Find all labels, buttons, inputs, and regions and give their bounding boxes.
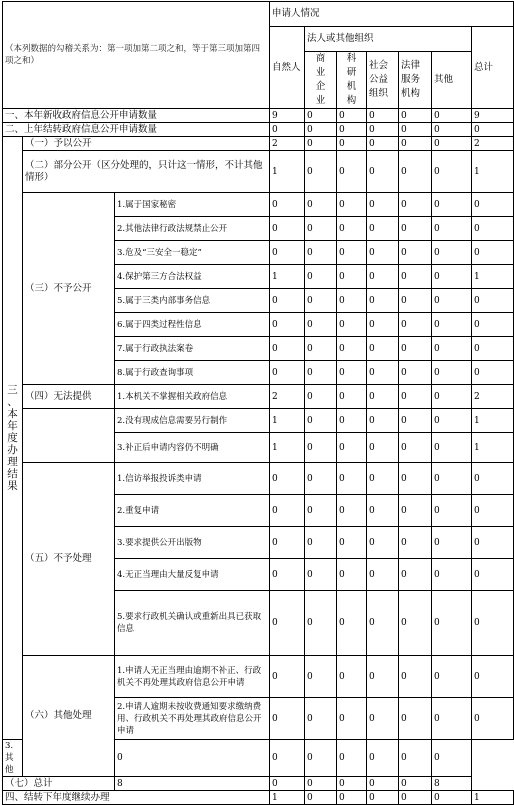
row-label: （一）予以公开 — [23, 137, 270, 151]
cell-value: 0 — [337, 337, 367, 361]
cell-value: 0 — [472, 361, 514, 385]
cell-value: 0 — [270, 193, 305, 217]
cell-value: 0 — [337, 463, 367, 495]
row-label: 3.危及“三安全一稳定” — [115, 241, 270, 265]
other-processing-label: （六）其他处理 — [23, 656, 115, 777]
cell-value: 0 — [337, 433, 367, 463]
cell-value: 0 — [472, 241, 514, 265]
cell-value: 0 — [305, 123, 337, 137]
cell-value: 0 — [367, 151, 399, 193]
cell-value: 0 — [337, 313, 367, 337]
cell-value: 0 — [367, 241, 399, 265]
cell-value: 0 — [337, 109, 367, 123]
cell-value: 0 — [399, 591, 432, 656]
cell-value: 1 — [270, 409, 305, 433]
cell-value: 0 — [432, 591, 472, 656]
cell-value: 0 — [305, 217, 337, 241]
cell-value: 0 — [399, 265, 432, 289]
cell-value: 0 — [337, 385, 367, 409]
row-label: 7.属于行政执法案卷 — [115, 337, 270, 361]
cell-value: 0 — [337, 193, 367, 217]
cell-value: 8 — [115, 777, 270, 791]
cell-value: 0 — [270, 495, 305, 527]
cell-value: 0 — [270, 313, 305, 337]
table-row — [3, 123, 514, 137]
row-label: 3.补正后申请内容仍不明确 — [115, 433, 270, 463]
cell-value: 9 — [270, 109, 305, 123]
cell-value: 0 — [367, 495, 399, 527]
cell-value: 0 — [399, 495, 432, 527]
cell-value: 0 — [337, 151, 367, 193]
cell-value: 0 — [367, 791, 399, 805]
cell-value: 0 — [367, 193, 399, 217]
cell-value: 0 — [305, 289, 337, 313]
cell-value: 0 — [337, 527, 367, 559]
cell-value: 0 — [270, 289, 305, 313]
table-row — [3, 409, 514, 433]
row-label: 1.属于国家秘密 — [115, 193, 270, 217]
cell-value: 0 — [305, 313, 337, 337]
cell-value: 1 — [270, 151, 305, 193]
not-processed-label: （五）不予处理 — [23, 463, 115, 656]
row-label: 1.信访举报投诉类申请 — [115, 463, 270, 495]
row-label: 3.其他 — [3, 740, 23, 777]
legal-entity-header: 法人或其他组织 — [305, 27, 472, 52]
cell-value: 0 — [432, 137, 472, 151]
cell-value: 0 — [432, 527, 472, 559]
cell-value: 0 — [472, 698, 514, 740]
cell-value: 0 — [367, 265, 399, 289]
cell-value: 0 — [270, 740, 305, 777]
cell-value: 0 — [432, 409, 472, 433]
cell-value: 0 — [305, 137, 337, 151]
cell-value: 0 — [305, 591, 337, 656]
row-label: 二、上年结转政府信息公开申请数量 — [3, 123, 270, 137]
row-label: 2.其他法律行政法规禁止公开 — [115, 217, 270, 241]
gov-info-disclosure-table — [2, 1, 514, 805]
cell-value: 0 — [472, 527, 514, 559]
row-label: 1.申请人无正当理由逾期不补正、行政机关不再处理其政府信息公开申请 — [115, 656, 270, 698]
cell-value: 0 — [399, 361, 432, 385]
cell-value: 0 — [305, 740, 337, 777]
cell-value: 0 — [305, 559, 337, 591]
cell-value: 0 — [305, 361, 337, 385]
cell-value: 0 — [270, 527, 305, 559]
row-label: 4.保护第三方合法权益 — [115, 265, 270, 289]
cell-value: 0 — [432, 791, 472, 805]
research-header: 科研机构 — [337, 52, 367, 109]
cell-value: 0 — [270, 217, 305, 241]
cell-value: 0 — [337, 289, 367, 313]
cell-value: 0 — [270, 123, 305, 137]
cell-value: 0 — [270, 559, 305, 591]
cell-value: 0 — [270, 463, 305, 495]
cell-value: 0 — [367, 777, 399, 791]
cell-value: 0 — [367, 559, 399, 591]
row-label: 2.没有现成信息需要另行制作 — [115, 409, 270, 433]
cell-value: 0 — [432, 740, 472, 777]
cell-value: 0 — [399, 217, 432, 241]
cell-value: 0 — [367, 361, 399, 385]
cell-value: 0 — [305, 385, 337, 409]
cell-value: 0 — [432, 495, 472, 527]
cell-value: 0 — [399, 137, 432, 151]
row-label: 2.申请人逾期未按收费通知要求缴纳费用、行政机关不再处理其政府信息公开申请 — [115, 698, 270, 740]
cell-value: 0 — [472, 123, 514, 137]
table-row — [3, 137, 514, 151]
cell-value: 2 — [270, 385, 305, 409]
cell-value: 0 — [399, 193, 432, 217]
row-label: 8.属于行政查询事项 — [115, 361, 270, 385]
row-label: 6.属于四类过程性信息 — [115, 313, 270, 337]
cell-value: 0 — [337, 495, 367, 527]
cell-value: 0 — [367, 109, 399, 123]
cell-value: 0 — [399, 337, 432, 361]
cell-value: 0 — [367, 433, 399, 463]
cell-value: 0 — [337, 241, 367, 265]
row-label: 4.无正当理由大量反复申请 — [115, 559, 270, 591]
cell-value: 0 — [270, 241, 305, 265]
cell-value: 1 — [472, 409, 514, 433]
cell-value: 1 — [270, 433, 305, 463]
cell-value: 9 — [472, 109, 514, 123]
cell-value: 0 — [432, 698, 472, 740]
cell-value: 0 — [432, 109, 472, 123]
cell-value: 8 — [432, 777, 472, 791]
cell-value: 0 — [270, 591, 305, 656]
not-public-label: （三）不予公开 — [23, 193, 115, 385]
row-label: 5.属于三类内部事务信息 — [115, 289, 270, 313]
cell-value: 0 — [337, 409, 367, 433]
cell-value: 0 — [367, 385, 399, 409]
law-header: 法律服务机构 — [399, 52, 432, 109]
cell-value: 0 — [337, 123, 367, 137]
cell-value: 1 — [472, 265, 514, 289]
cell-value: 0 — [305, 463, 337, 495]
table-row — [3, 193, 514, 217]
cell-value: 0 — [305, 337, 337, 361]
cell-value: 0 — [399, 777, 432, 791]
cell-value: 0 — [367, 527, 399, 559]
cell-value: 0 — [367, 740, 399, 777]
cell-value: 0 — [472, 656, 514, 698]
cell-value: 0 — [305, 791, 337, 805]
cell-value: 1 — [472, 791, 514, 805]
cell-value: 0 — [432, 217, 472, 241]
cell-value: 0 — [399, 463, 432, 495]
row-label: 2.重复申请 — [115, 495, 270, 527]
cell-value: 0 — [432, 313, 472, 337]
cell-value: 0 — [337, 656, 367, 698]
cell-value: 0 — [399, 241, 432, 265]
cell-value: 0 — [305, 656, 337, 698]
other-header: 其他 — [432, 52, 472, 109]
cell-value: 1 — [270, 265, 305, 289]
blank-cell — [23, 409, 115, 463]
cell-value: 0 — [472, 217, 514, 241]
cell-value: 0 — [367, 409, 399, 433]
cell-value: 0 — [472, 193, 514, 217]
table-row — [3, 151, 514, 193]
cell-value: 0 — [367, 656, 399, 698]
cell-value: 2 — [270, 137, 305, 151]
section3-label: 三、本年度办理结果 — [3, 137, 23, 740]
cell-value: 0 — [337, 217, 367, 241]
cell-value: 0 — [432, 123, 472, 137]
cell-value: 0 — [399, 433, 432, 463]
cell-value: 0 — [367, 123, 399, 137]
table-row — [3, 791, 514, 805]
cell-value: 0 — [367, 137, 399, 151]
table-row — [3, 109, 514, 123]
cell-value: 0 — [432, 559, 472, 591]
cell-value: 1 — [270, 791, 305, 805]
cell-value: 0 — [399, 791, 432, 805]
cell-value: 0 — [399, 151, 432, 193]
row-label: （二）部分公开（区分处理的，只计这一情形，不计其他情形） — [23, 151, 270, 193]
cell-value: 0 — [115, 740, 270, 777]
cell-value: 0 — [337, 265, 367, 289]
cell-value: 0 — [472, 337, 514, 361]
cell-value: 0 — [305, 241, 337, 265]
cell-value: 0 — [399, 527, 432, 559]
cell-value: 0 — [270, 337, 305, 361]
cell-value: 0 — [399, 409, 432, 433]
cell-value: 0 — [305, 495, 337, 527]
business-header: 商业企业 — [305, 52, 337, 109]
cell-value: 0 — [399, 289, 432, 313]
cell-value: 2 — [472, 137, 514, 151]
cell-value: 0 — [472, 289, 514, 313]
cell-value: 0 — [337, 777, 367, 791]
cell-value: 2 — [472, 385, 514, 409]
cell-value: 0 — [399, 656, 432, 698]
cell-value: 0 — [432, 193, 472, 217]
row-label: 一、本年新收政府信息公开申请数量 — [3, 109, 270, 123]
cell-value: 0 — [432, 385, 472, 409]
cell-value: 0 — [367, 337, 399, 361]
cell-value: 0 — [399, 698, 432, 740]
cell-value: 0 — [305, 698, 337, 740]
cell-value: 0 — [399, 385, 432, 409]
row-label: 四、结转下年度继续办理 — [3, 791, 270, 805]
table-row — [3, 777, 514, 791]
cell-value: 0 — [432, 151, 472, 193]
cell-value: 0 — [337, 361, 367, 385]
cell-value: 0 — [432, 463, 472, 495]
cell-value: 0 — [270, 777, 305, 791]
cell-value: 0 — [367, 289, 399, 313]
cell-value: 0 — [432, 433, 472, 463]
total-header: 总计 — [472, 27, 514, 109]
cell-value: 0 — [472, 463, 514, 495]
cell-value: 0 — [270, 656, 305, 698]
cell-value: 0 — [337, 740, 367, 777]
row-label: 5.要求行政机关确认或重新出具已获取信息 — [115, 591, 270, 656]
cell-value: 0 — [432, 289, 472, 313]
relation-note: （本列数据的勾稽关系为：第一项加第二项之和，等于第三项加第四项之和） — [3, 2, 270, 109]
cell-value: 0 — [337, 591, 367, 656]
cell-value: 0 — [337, 791, 367, 805]
cell-value: 0 — [367, 591, 399, 656]
cell-value: 0 — [472, 591, 514, 656]
cell-value: 0 — [305, 409, 337, 433]
social-header: 社会公益组织 — [367, 52, 399, 109]
cell-value: 0 — [305, 433, 337, 463]
cell-value: 0 — [399, 123, 432, 137]
natural-person-header: 自然人 — [270, 27, 305, 109]
cell-value: 0 — [270, 698, 305, 740]
cell-value: 0 — [305, 527, 337, 559]
cell-value: 0 — [305, 151, 337, 193]
cell-value: 0 — [367, 698, 399, 740]
cell-value: 0 — [305, 109, 337, 123]
cell-value: 1 — [472, 433, 514, 463]
cell-value: 1 — [472, 151, 514, 193]
row-label: 3.要求提供公开出版物 — [115, 527, 270, 559]
cell-value: 0 — [399, 313, 432, 337]
cell-value: 0 — [337, 137, 367, 151]
cell-value: 0 — [305, 777, 337, 791]
table-row — [3, 463, 514, 495]
applicant-header: 申请人情况 — [270, 2, 514, 27]
row-label: （七）总计 — [3, 777, 115, 791]
table-row — [3, 656, 514, 698]
cell-value: 0 — [305, 265, 337, 289]
cell-value: 0 — [367, 217, 399, 241]
cell-value: 0 — [472, 313, 514, 337]
cell-value: 0 — [472, 559, 514, 591]
cell-value: 0 — [472, 495, 514, 527]
cell-value: 0 — [432, 241, 472, 265]
cell-value: 0 — [432, 337, 472, 361]
cell-value: 0 — [399, 740, 432, 777]
cell-value: 0 — [337, 559, 367, 591]
cell-value: 0 — [432, 265, 472, 289]
cell-value: 0 — [432, 361, 472, 385]
table-row — [3, 385, 514, 409]
cell-value: 0 — [432, 656, 472, 698]
row-label: 1.本机关不掌握相关政府信息 — [115, 385, 270, 409]
cell-value: 0 — [305, 193, 337, 217]
cell-value: 0 — [399, 109, 432, 123]
cell-value: 0 — [337, 698, 367, 740]
cell-value: 0 — [399, 559, 432, 591]
cannot-provide-label: （四）无法提供 — [23, 385, 115, 409]
cell-value: 0 — [367, 313, 399, 337]
cell-value: 0 — [367, 463, 399, 495]
cell-value: 0 — [270, 361, 305, 385]
